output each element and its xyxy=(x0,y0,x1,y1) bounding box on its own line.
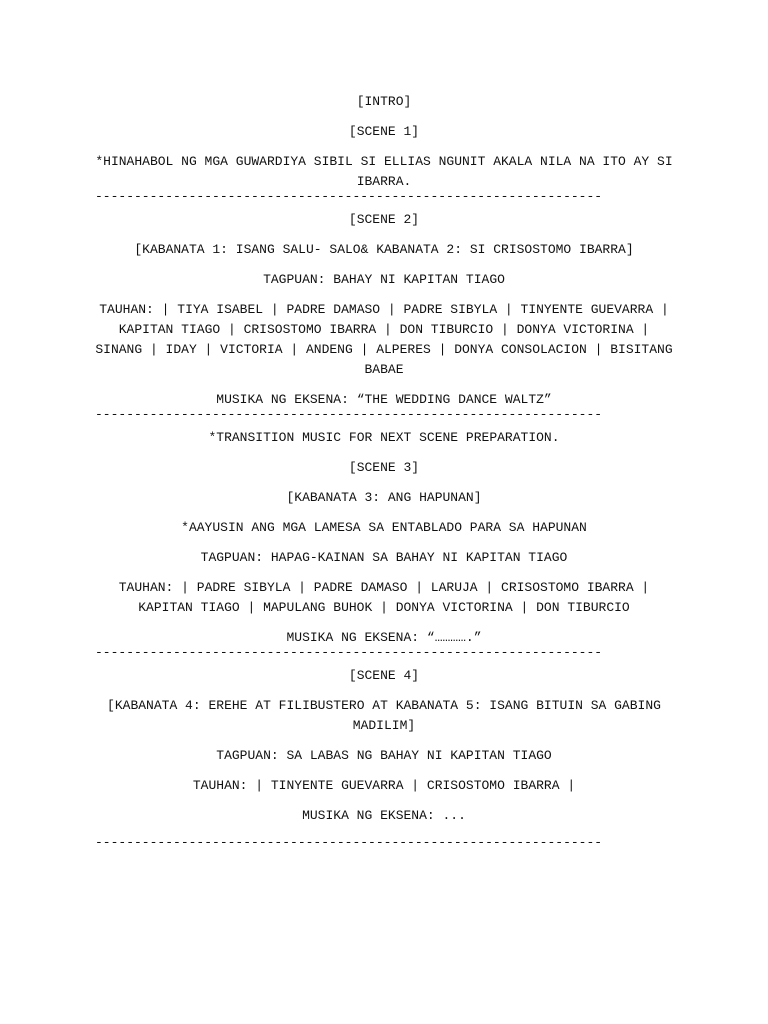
scene-4-music: MUSIKA NG EKSENA: ... xyxy=(302,808,466,823)
separator-1: ----------------------------------------------------------------- xyxy=(95,190,603,204)
scene-4-heading: [SCENE 4] xyxy=(348,668,420,683)
scene-2-music: MUSIKA NG EKSENA: “THE WEDDING DANCE WALTZ” xyxy=(216,392,552,407)
scene-2-setting: TAGPUAN: BAHAY NI KAPITAN TIAGO xyxy=(263,272,505,287)
intro-heading: [INTRO] xyxy=(356,94,412,109)
transition-note: *TRANSITION MUSIC FOR NEXT SCENE PREPARATION. xyxy=(208,430,560,445)
scene-4-setting: TAGPUAN: SA LABAS NG BAHAY NI KAPITAN TIAGO xyxy=(216,748,552,763)
scene-2-cast: TAUHAN: | TIYA ISABEL | PADRE DAMASO | PADRE SIBYLA | TINYENTE GUEVARRA | KAPITAN TIAGO | CRISOSTOMO IBARRA | DON TIBURCIO | DONYA VICTORINA | SINANG | IDAY | VICTORIA | ANDENG | ALPERES | DONYA CONSOLACION | BISITANG BABAE xyxy=(95,302,673,377)
scene-1-note: *HINAHABOL NG MGA GUWARDIYA SIBIL SI ELLIAS NGUNIT AKALA NILA NA ITO AY SI IBARRA. xyxy=(95,154,673,189)
scene-3-setting: TAGPUAN: HAPAG-KAINAN SA BAHAY NI KAPITAN TIAGO xyxy=(200,550,568,565)
script-document xyxy=(95,92,673,856)
scene-3-music: MUSIKA NG EKSENA: “………….” xyxy=(286,630,482,645)
scene-3-heading: [SCENE 3] xyxy=(348,460,420,475)
scene-2-chapter: [KABANATA 1: ISANG SALU- SALO& KABANATA 2: SI CRISOSTOMO IBARRA] xyxy=(134,242,634,257)
scene-3-chapter: [KABANATA 3: ANG HAPUNAN] xyxy=(286,490,482,505)
scene-3-cast: TAUHAN: | PADRE SIBYLA | PADRE DAMASO | LARUJA | CRISOSTOMO IBARRA | KAPITAN TIAGO | MAPULANG BUHOK | DONYA VICTORINA | DON TIBURCIO xyxy=(118,580,650,615)
separator-2: ----------------------------------------------------------------- xyxy=(95,408,603,422)
scene-1-heading: [SCENE 1] xyxy=(348,124,420,139)
scene-3-note: *AAYUSIN ANG MGA LAMESA SA ENTABLADO PARA SA HAPUNAN xyxy=(181,520,587,535)
scene-4-chapter: [KABANATA 4: EREHE AT FILIBUSTERO AT KABANATA 5: ISANG BITUIN SA GABING MADILIM] xyxy=(107,698,661,733)
separator-4: ----------------------------------------------------------------- xyxy=(95,836,603,850)
scene-2-heading: [SCENE 2] xyxy=(348,212,420,227)
scene-4-cast: TAUHAN: | TINYENTE GUEVARRA | CRISOSTOMO IBARRA | xyxy=(192,778,576,793)
separator-3: ----------------------------------------------------------------- xyxy=(95,646,603,660)
